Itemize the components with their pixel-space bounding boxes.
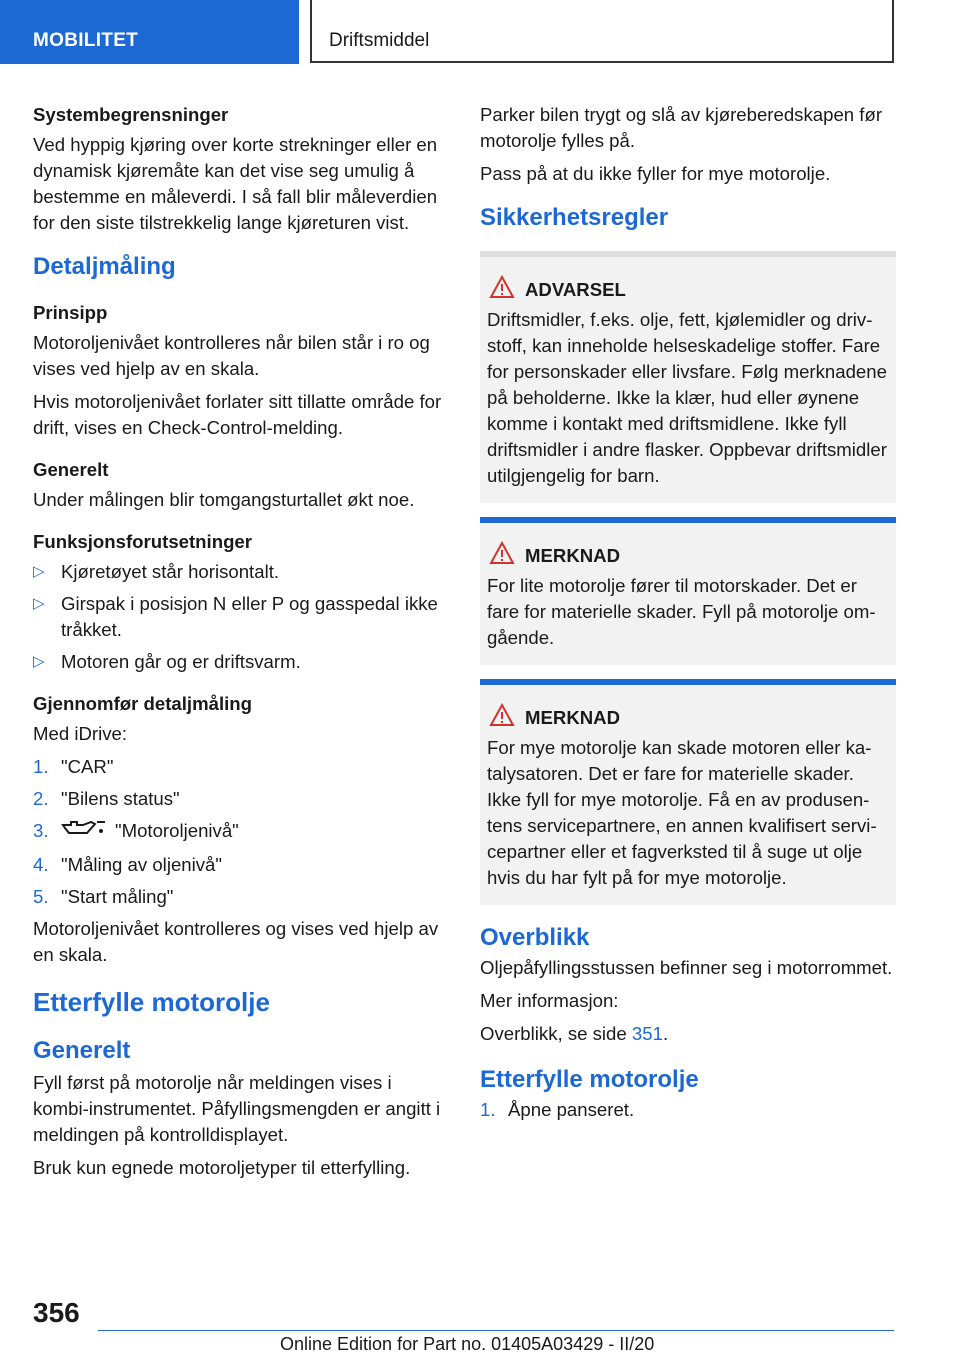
overblikk-heading: Overblikk [480,924,590,951]
notice-box-1 [480,517,896,665]
step-text: "CAR" [61,756,114,777]
steps-list-2 [480,1097,896,1123]
chapter-tab [310,0,894,63]
gjen-intro: Med iDrive: [33,723,128,744]
prinsipp-p1: Motoroljenivået kontrolleres når bilen står i ro og vises ved hjelp av en skala. [33,332,430,379]
warning-triangle-icon [489,541,515,572]
step-number: 2. [33,788,49,809]
steps-list [33,754,449,910]
footer-edition: Online Edition for Part no. 01405A03429 - II/20 [280,1334,655,1354]
section-tab [0,0,299,64]
gen2-p1: Fyll først på motorolje når meldingen vises i kombi-instrumentet. Påfyllingsmengden er angitt i meldingen på kontrolldisplayet. [33,1071,441,1145]
warning-triangle-icon [489,275,515,306]
step-item [33,786,449,812]
ov-p3 [480,1021,896,1047]
right-p1: Parker bilen trygt og slå av kjøreberedskapen før motorolje fylles på. [480,104,883,151]
step-item [33,754,449,780]
list-item [33,559,449,585]
section-label: MOBILITET [33,30,139,51]
step-text: "Bilens status" [61,788,180,809]
triangle-bullet-icon: ▷ [33,653,45,670]
gen2-p2: Bruk kun egnede motoroljetyper til etterfylling. [33,1156,411,1178]
step-item [33,884,449,910]
notice-box-2 [480,679,896,905]
ov-p2: Mer informasjon: [480,990,619,1011]
page-number: 356 [33,1297,80,1328]
notice-title-text: MERKNAD [525,707,621,728]
right-column [480,102,896,1129]
step-item [33,852,449,878]
step-number: 1. [33,756,49,777]
etter-heading: Etterfylle motorolje [33,986,270,1017]
triangle-bullet-icon: ▷ [33,563,45,580]
right-p2: Pass på at du ikke fyller for mye motorolje. [480,163,831,184]
warning-box [480,251,896,503]
step-number: 1. [480,1099,496,1120]
notice-text: For mye motorolje kan skade motoren eller katalysatoren. Det er fare for materielle skader. Ikke fyll for mye motorolje. Få en av produsentens servicepartnere, en annen kvalifisert servicepartner eller et fagverksted til å suge ut olje hvis du har fylt på for mye motorolje. [487,737,877,888]
notice-text: For lite motorolje fører til motorskader. Det er fare for materielle skader. Fyll på motorolje omgående. [487,575,876,648]
notice-title [487,543,889,569]
step-number: 3. [33,820,49,841]
step-item [480,1097,896,1123]
ov-p3-text: Overblikk, se side [480,1023,632,1044]
list-item-text: Girspak i posisjon N eller P og gasspedal ikke tråkket. [61,593,438,640]
list-item [33,591,449,643]
sys-title: Systembegrensninger [33,104,229,125]
sys-text: Ved hyppig kjøring over korte strekninger eller en dynamisk kjøremåte kan det vise seg umulig å bestemme en måleverdi. I så fall blir måleverdien for den siste tilstrekkelig lange kjøreturen vist. [33,134,438,233]
gjen-title: Gjennomfør detaljmåling [33,693,253,714]
detail-heading: Detaljmåling [33,253,176,280]
gjen-outro: Motoroljenivået kontrolleres og vises ved hjelp av en skala. [33,917,439,965]
list-item-text: Motoren går og er driftsvarm. [61,651,301,672]
notice-title [487,705,889,731]
warning-text: Driftsmidler, f.eks. olje, fett, kjølemidler og drivstoff, kan inneholde helseskadelige stoffer. Fare for personskader eller livsfare. Følg merknadene på beholderne. Ikke la klær, hud eller øynene komme i kontakt med driftsmidlene. Ikke fyll driftsmidler i andre flasker. Oppbevar driftsmidler utilgjengelig for barn. [487,309,887,486]
chapter-label: Driftsmiddel [329,30,430,51]
funk-title: Funksjonsforutsetninger [33,531,253,552]
funk-list [33,559,449,675]
generelt-text: Under målingen blir tomgangsturtallet økt noe. [33,489,415,510]
etter2-heading: Etterfylle motorolje [480,1066,699,1093]
footer-divider [98,1330,894,1331]
step-text: "Måling av oljenivå" [61,853,222,875]
step-number: 4. [33,853,49,875]
oil-can-icon [61,819,109,846]
warning-title-text: ADVARSEL [525,279,626,300]
ov-p1: Oljepåfyllingsstussen befinner seg i motorrommet. [480,957,893,978]
step-text: "Motoroljenivå" [115,820,239,841]
list-item-text: Kjøretøyet står horisontalt. [61,561,280,582]
list-item [33,649,449,675]
step-item [33,818,449,846]
sikker-heading: Sikkerhetsregler [480,204,669,231]
left-column [33,102,449,1188]
generelt-title: Generelt [33,459,109,480]
generelt2-heading: Generelt [33,1036,131,1064]
notice-title-text: MERKNAD [525,545,621,566]
prinsipp-title: Prinsipp [33,302,108,323]
triangle-bullet-icon: ▷ [33,595,45,612]
step-number: 5. [33,885,49,907]
warning-title [487,277,889,303]
step-text: "Start måling" [61,885,174,907]
ov-p3-end: . [662,1023,669,1044]
step-text: Åpne panseret. [508,1099,635,1120]
page-link[interactable]: 351 [631,1023,663,1044]
prinsipp-p2: Hvis motoroljenivået forlater sitt tillatte område for drift, vises en Check-Control-melding. [33,391,442,438]
warning-triangle-icon [489,703,515,734]
